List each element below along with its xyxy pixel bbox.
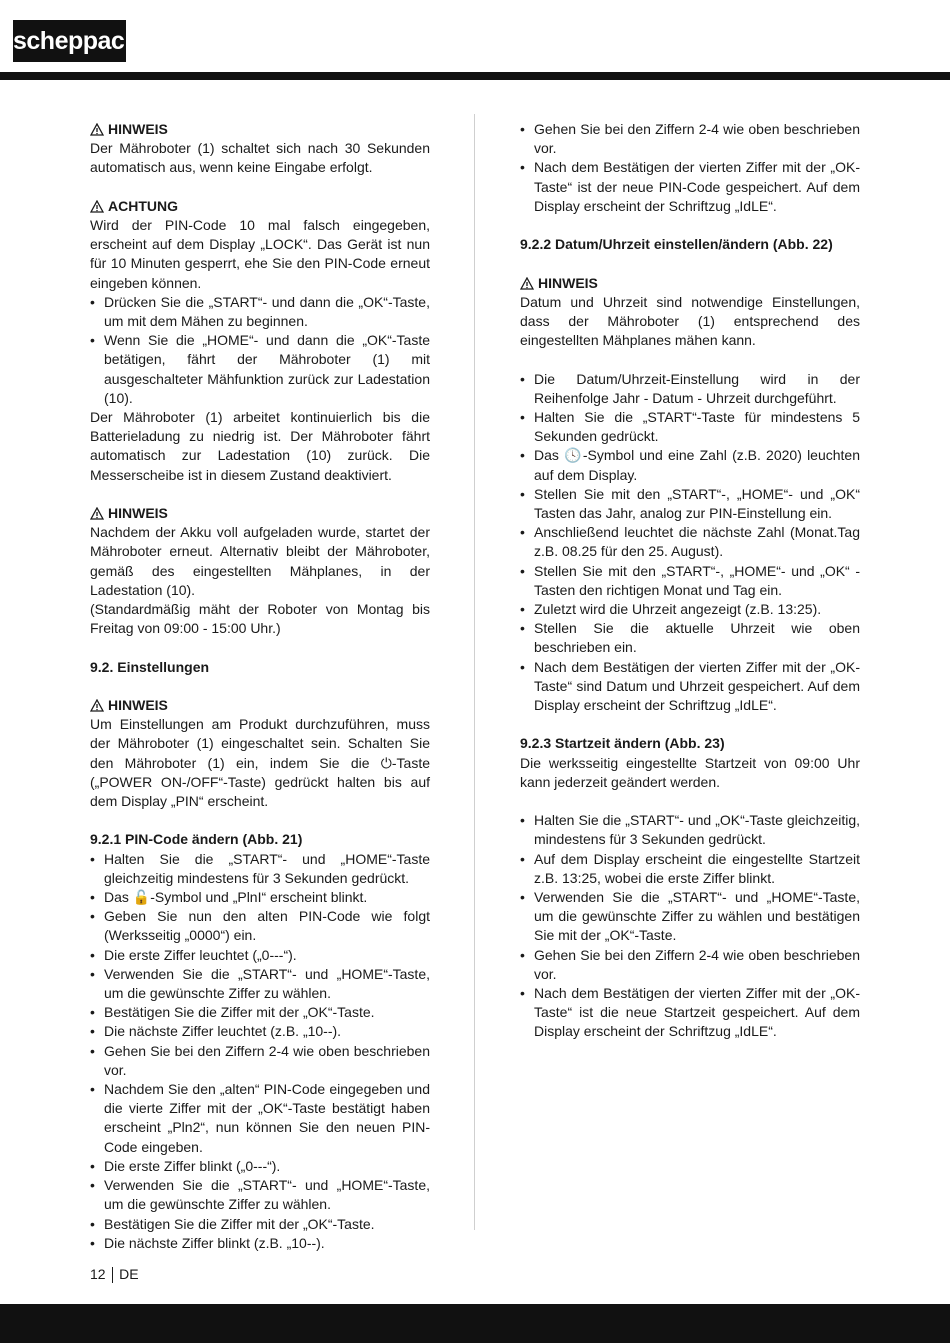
list-item: • Die nächste Ziffer leuchtet (z.B. „10--). — [90, 1022, 430, 1041]
bullet-list — [520, 120, 860, 216]
list-item: • Halten Sie die „START“- und „HOME“-Taste gleichzeitig mindestens für 3 Sekunden gedrückt. — [90, 850, 430, 888]
list-item: • Bestätigen Sie die Ziffer mit der „OK“-Taste. — [90, 1003, 430, 1022]
list-item: • Das 🔓-Symbol und „PlnI“ erscheint blinkt. — [90, 888, 430, 907]
warning-label: HINWEIS — [108, 697, 168, 714]
section-heading: 9.2. Einstellungen — [90, 658, 210, 675]
paragraph: Die werksseitig eingestellte Startzeit von 09:00 Uhr kann jederzeit geändert werden. — [520, 754, 860, 790]
warning-label: ACHTUNG — [108, 197, 178, 214]
warning-triangle-icon — [90, 123, 104, 136]
list-item: • Stellen Sie die aktuelle Uhrzeit wie oben beschrieben ein. — [520, 619, 860, 657]
list-item: • Geben Sie nun den alten PIN-Code wie folgt (Werksseitig „0000“) ein. — [90, 907, 430, 945]
language-code: DE — [119, 1266, 139, 1282]
bullet-list — [90, 850, 430, 1253]
footer-separator — [112, 1267, 114, 1283]
list-item: • Wenn Sie die „HOME“- und dann die „OK“-Taste betätigen, fährt der Mähroboter (1) mit ausgeschalteter Mähfunktion zurück zur Ladestation (10). — [90, 331, 430, 408]
warning-heading — [90, 696, 430, 715]
warning-heading — [90, 197, 430, 216]
bullet-list — [90, 293, 430, 408]
list-item: • Verwenden Sie die „START“- und „HOME“-Taste, um die gewünschte Ziffer zu wählen und bestätigen Sie mit der „OK“-Taste. — [520, 888, 860, 946]
warning-heading — [520, 274, 860, 293]
warning-triangle-icon — [90, 507, 104, 520]
list-item: • Verwenden Sie die „START“- und „HOME“-Taste, um die gewünschte Ziffer zu wählen. — [90, 1176, 430, 1214]
paragraph: Wird der PIN-Code 10 mal falsch eingegeben, erscheint auf dem Display „LOCK“. Das Gerät ist nun für 10 Minuten gesperrt, ehe Sie den PIN-Code erneut eingeben können. — [90, 217, 430, 291]
paragraph: (Standardmäßig mäht der Roboter von Montag bis Freitag von 09:00 - 15:00 Uhr.) — [90, 601, 430, 637]
list-item: • Gehen Sie bei den Ziffern 2-4 wie oben beschrieben vor. — [520, 120, 860, 158]
warning-label: HINWEIS — [538, 274, 598, 291]
list-item: • Nach dem Bestätigen der vierten Ziffer mit der „OK-Taste“ ist die neue Startzeit gespeichert. Auf dem Display erscheint der Schriftzug „IdLE“. — [520, 984, 860, 1042]
bullet-list — [520, 370, 860, 716]
list-item: • Drücken Sie die „START“- und dann die „OK“-Taste, um mit dem Mähen zu beginnen. — [90, 293, 430, 331]
list-item: • Zuletzt wird die Uhrzeit angezeigt (z.B. 13:25). — [520, 600, 860, 619]
right-column — [520, 120, 860, 1042]
list-item: • Halten Sie die „START“-Taste für mindestens 5 Sekunden gedrückt. — [520, 408, 860, 446]
warning-triangle-icon — [520, 277, 534, 290]
list-item: • Gehen Sie bei den Ziffern 2-4 wie oben beschrieben vor. — [520, 946, 860, 984]
paragraph: Nachdem der Akku voll aufgeladen wurde, startet der Mähroboter erneut. Alternativ bleibt der Mähroboter, gemäß des eingestellten Mähplanes, in der Ladestation (10). — [90, 524, 430, 598]
list-item: • Nach dem Bestätigen der vierten Ziffer mit der „OK-Taste“ ist der neue PIN-Code gespeichert. Auf dem Display erscheint der Schriftzug „IdLE“. — [520, 158, 860, 216]
section-heading: 9.2.1 PIN-Code ändern (Abb. 21) — [90, 831, 303, 848]
list-item: • Die Datum/Uhrzeit-Einstellung wird in der Reihenfolge Jahr - Datum - Uhrzeit durchgeführt. — [520, 370, 860, 408]
list-item: • Halten Sie die „START“- und „OK“-Taste gleichzeitig, mindestens für 3 Sekunden gedrückt. — [520, 811, 860, 849]
list-item: • Die erste Ziffer leuchtet („0---“). — [90, 946, 430, 965]
warning-heading — [90, 504, 430, 523]
list-item: • Die nächste Ziffer blinkt (z.B. „10--). — [90, 1234, 430, 1253]
list-item: • Das 🕓-Symbol und eine Zahl (z.B. 2020) leuchten auf dem Display. — [520, 446, 860, 484]
warning-heading — [90, 120, 430, 139]
header-rule — [0, 72, 950, 80]
page-number: 12 — [90, 1266, 106, 1282]
column-divider — [474, 114, 475, 1230]
paragraph: Um Einstellungen am Produkt durchzuführen, muss der Mähroboter (1) eingeschaltet sein. Schalten Sie den Mähroboter (1) ein, indem Sie die ⏻-Taste („POWER ON-/OFF“-Taste) gedrückt halten bis auf dem Display „PIN“ erscheint. — [90, 716, 430, 810]
list-item: • Verwenden Sie die „START“- und „HOME“-Taste, um die gewünschte Ziffer zu wählen. — [90, 965, 430, 1003]
list-item: • Anschließend leuchtet die nächste Zahl (Monat.Tag z.B. 08.25 für den 25. August). — [520, 523, 860, 561]
paragraph: Datum und Uhrzeit sind notwendige Einstellungen, dass der Mähroboter (1) entsprechend des eingestellten Mähplanes mähen kann. — [520, 293, 860, 349]
warning-label: HINWEIS — [108, 121, 168, 137]
list-item: • Bestätigen Sie die Ziffer mit der „OK“-Taste. — [90, 1215, 430, 1234]
list-item: • Nach dem Bestätigen der vierten Ziffer mit der „OK-Taste“ sind Datum und Uhrzeit gespeichert. Auf dem Display erscheint der Schriftzug „IdLE“. — [520, 658, 860, 716]
paragraph: Der Mähroboter (1) schaltet sich nach 30 Sekunden automatisch aus, wenn keine Eingabe erfolgt. — [90, 140, 430, 176]
brand-logo: scheppach — [13, 20, 126, 62]
section-heading: 9.2.3 Startzeit ändern (Abb. 23) — [520, 735, 725, 752]
list-item: • Nachdem Sie den „alten“ PIN-Code eingegeben und die vierte Ziffer mit der „OK“-Taste bestätigt haben erscheint „Pln2“, nun können Sie den neuen PIN-Code eingeben. — [90, 1080, 430, 1157]
section-heading: 9.2.2 Datum/Uhrzeit einstellen/ändern (Abb. 22) — [520, 236, 833, 253]
footer-bar — [0, 1304, 950, 1343]
warning-label: HINWEIS — [108, 505, 168, 522]
list-item: • Stellen Sie mit den „START“-, „HOME“- und „OK“ - Tasten den richtigen Monat und Tag ein. — [520, 562, 860, 600]
list-item: • Gehen Sie bei den Ziffern 2-4 wie oben beschrieben vor. — [90, 1042, 430, 1080]
list-item: • Die erste Ziffer blinkt („0---“). — [90, 1157, 430, 1176]
bullet-list — [520, 811, 860, 1041]
left-column — [90, 120, 430, 1253]
paragraph: Der Mähroboter (1) arbeitet kontinuierlich bis die Batterieladung zu niedrig ist. Der Mähroboter fährt automatisch zur Ladestation (10) zurück. Die Messerscheibe ist in diesem Zustand deaktiviert. — [90, 409, 430, 483]
warning-triangle-icon — [90, 200, 104, 213]
warning-triangle-icon — [90, 699, 104, 712]
list-item: • Auf dem Display erscheint die eingestellte Startzeit z.B. 13:25, wobei die erste Ziffer blinkt. — [520, 850, 860, 888]
list-item: • Stellen Sie mit den „START“-, „HOME“- und „OK“ Tasten das Jahr, analog zur PIN-Einstellung ein. — [520, 485, 860, 523]
page-footer — [90, 1265, 139, 1284]
